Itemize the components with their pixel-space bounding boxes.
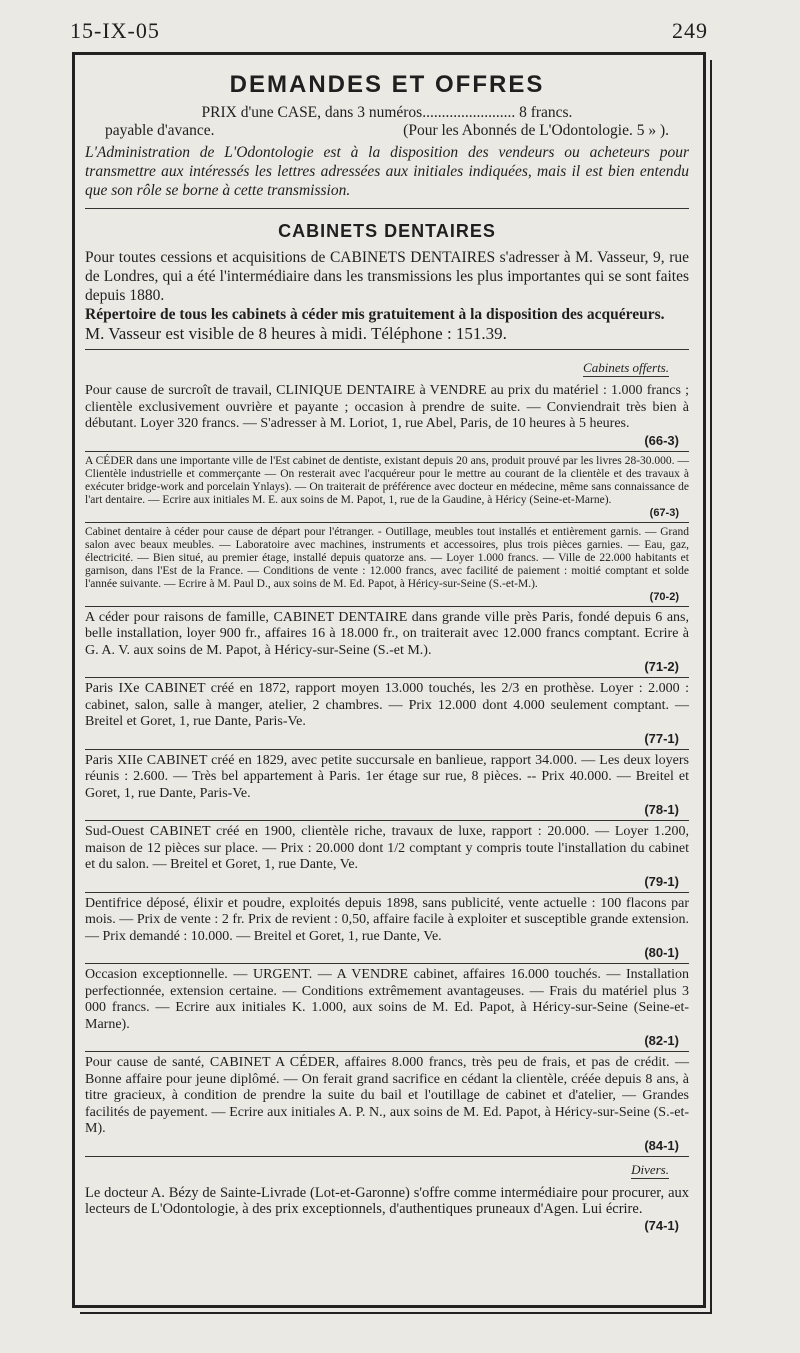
subscriber-price: (Pour les Abonnés de L'Odontologie. 5 » ). bbox=[403, 122, 669, 139]
divider bbox=[85, 1051, 689, 1052]
ad-item bbox=[85, 967, 689, 1048]
ad-text: Dentifrice déposé, élixir et poudre, exploités depuis 1898, sans publicité, vente actuelle : 100 flacons par mois. — Prix de vente : 2 fr. Prix de revient : 0,50, affaire facile à exploiter et susceptible grande extension. — Prix demandé : 10.000. — Breitel et Goret, 1, rue Dante, Ve. bbox=[85, 895, 689, 944]
ad-text: A CÉDER dans une importante ville de l'Est cabinet de dentiste, existant depuis 20 ans, produit prouvé par les livres 28-30.000. — Clientèle industrielle et commerçante — On resterait avec l'acquéreur pour le mettre au courant de la clientèle et des travaux à exécuter bridge-work and porcelain Ynlays). — On traiterait de préférence avec docteur en médecine, même sans connaissance de l'art dentaire. — Ecrire aux initiales M. E. aux soins de M. Papot, 1, rue de la Gaudine, à Héricy (Seine-et-Marne). bbox=[85, 454, 689, 506]
divider bbox=[85, 1156, 689, 1157]
ad-item bbox=[85, 896, 689, 961]
ad-item bbox=[85, 383, 689, 448]
divider bbox=[85, 963, 689, 964]
divider bbox=[85, 208, 689, 209]
ad-item bbox=[85, 824, 689, 889]
ad-text: Pour cause de surcroît de travail, CLINIQUE DENTAIRE à VENDRE au prix du matériel : 1.000 francs ; clientèle exclusivement ouvrière et payante ; occasion à prendre de suite. — Conviendrait très bien à débutant. Loyer 320 francs. — S'adresser à M. Loriot, 1, rue Abel, Paris, de 10 heures à 5 heures. bbox=[85, 383, 689, 431]
ad-text: Paris IXe CABINET créé en 1872, rapport moyen 13.000 touchés, les 2/3 en prothèse. Loyer : 2.000 : cabinet, salon, salle à manger, atelier, 2 chambres. — Prix 12.000 dont 4.000 seulement comptant. — Breitel et Goret, 1, rue Dante, Paris-Ve. bbox=[85, 681, 689, 729]
ad-text: Occasion exceptionnelle. — URGENT. — A VENDRE cabinet, affaires 16.000 touchés. — Installation perfectionnée, extension certaine. — Conditions extrêmement avantageuses. — Frais du matériel plus 3 000 francs. — Ecrire aux initiales K. 1.000, aux soins de M. Ed. Papot, à Héricy-sur-Seine (Seine-et-Marne). bbox=[85, 967, 689, 1032]
ad-item bbox=[85, 526, 689, 603]
divider bbox=[85, 349, 689, 350]
divers-item bbox=[85, 1185, 689, 1233]
ad-item bbox=[85, 681, 689, 746]
ad-text: Paris XIIe CABINET créé en 1829, avec petite succursale en banlieue, rapport 34.000. — Les deux loyers réunis : 2.600. — Très bel appartement à Paris. 1er étage sur rue, 8 pièces. -- Prix 40.000. — Breitel et Goret, 1, rue Dante, Paris-Ve. bbox=[85, 752, 689, 801]
section-label-divers: Divers. bbox=[631, 1161, 669, 1177]
ad-item bbox=[85, 1055, 689, 1153]
price-line-2 bbox=[85, 122, 689, 140]
ad-ref: (84-1) bbox=[644, 1137, 679, 1153]
divider bbox=[85, 820, 689, 821]
ad-ref: (80-1) bbox=[644, 945, 679, 960]
page-number: 249 bbox=[672, 18, 708, 43]
ad-ref: (82-1) bbox=[644, 1033, 679, 1048]
price-line: PRIX d'une CASE, dans 3 numéros........................ 8 francs. bbox=[201, 104, 573, 121]
ad-ref: (78-1) bbox=[644, 802, 679, 817]
payable-label: payable d'avance. bbox=[105, 122, 215, 139]
ad-ref: (79-1) bbox=[644, 873, 679, 889]
ads-frame bbox=[72, 52, 706, 1308]
admin-note: L'Administration de L'Odontologie est à la disposition des vendeurs ou acheteurs pour transmettre aux intéressés les lettres adressées aux initiales indiquées, mais il est bien entendu que son rôle se borne à cette transmission. bbox=[85, 144, 689, 199]
ad-ref: (71-2) bbox=[644, 659, 679, 674]
ads-content bbox=[85, 63, 689, 1233]
section-label-offers: Cabinets offerts. bbox=[583, 360, 669, 375]
divider bbox=[85, 606, 689, 607]
ad-item bbox=[85, 753, 689, 818]
ad-text: Sud-Ouest CABINET créé en 1900, clientèle riche, travaux de luxe, rapport : 20.000. — Loyer 1.200, maison de 12 pièces sur place. — Prix : 20.000 dont 1/2 comptant y compris toute l'installation du cabinet et du salon. — Breitel et Goret, 1, rue Dante, Ve. bbox=[85, 824, 689, 872]
divider bbox=[85, 749, 689, 750]
cabinets-intro: Pour toutes cessions et acquisitions de CABINETS DENTAIRES s'adresser à M. Vasseur, 9, rue de Londres, qui a été l'intermédiaire dans les transmissions les plus importantes qui se sont faites depuis 1880. bbox=[85, 249, 689, 304]
ad-ref: (66-3) bbox=[644, 432, 679, 448]
ad-item bbox=[85, 610, 689, 675]
divider bbox=[85, 892, 689, 893]
cabinets-heading: CABINETS DENTAIRES bbox=[278, 221, 496, 241]
divider bbox=[85, 677, 689, 678]
cabinets-repertoire: Répertoire de tous les cabinets à céder mis gratuitement à la disposition des acquéreurs. bbox=[85, 306, 665, 323]
ad-text: Pour cause de santé, CABINET A CÉDER, affaires 8.000 francs, très peu de frais, et pas de crédit. — Bonne affaire pour jeune diplômé. — On ferait grand sacrifice en cédant la clientèle, créée depuis 8 ans, à titre gracieux, à condition de prendre la suite du bail et l'outillage de cabinet et d'atelier, — Grandes facilités de payement. — Ecrire aux initiales A. P. N., aux soins de M. Ed. Papot, à Héricy-sur-Seine (S.-et-M). bbox=[85, 1055, 689, 1136]
ad-item bbox=[85, 455, 689, 519]
page-title: DEMANDES ET OFFRES bbox=[229, 71, 545, 98]
ad-ref: (74-1) bbox=[644, 1217, 679, 1233]
divider bbox=[85, 522, 689, 523]
ad-text: A céder pour raisons de famille, CABINET DENTAIRE dans grande ville près Paris, fondé depuis 6 ans, belle installation, loyer 900 fr., affaires 16 à 18.000 fr., on traiterait avec 12.000 francs comptant. Ecrire à G. A. V. aux soins de M. Papot, à Héricy-sur-Seine (S.-et M.). bbox=[85, 609, 689, 658]
cabinets-visit: M. Vasseur est visible de 8 heures à midi. Téléphone : 151.39. bbox=[85, 324, 507, 343]
ad-ref: (77-1) bbox=[644, 730, 679, 746]
page-date: 15-IX-05 bbox=[70, 18, 160, 43]
ad-text: Cabinet dentaire à céder pour cause de départ pour l'étranger. - Outillage, meubles tout installés et entièrement garnis. — Grand salon avec beaux meubles. — Laboratoire avec machines, instruments et accessoires, plus trois pièces garnies. — Eau, gaz, électricité. — Bien situé, au premier étage, installé depuis quatorze ans. — Loyer 1.000 francs. — Ville de 22.000 habitants et garnison, dans l'Est de la France. — Conditions de vente : 12.000 francs, avec facilité de paiement : moitié comptant et solde l'année suivante. — Ecrire à M. Paul D., aux soins de M. Ed. Papot, à Héricy-sur-Seine (S.-et-M.). bbox=[85, 525, 689, 590]
ad-text: Le docteur A. Bézy de Sainte-Livrade (Lot-et-Garonne) s'offre comme intermédiaire pour procurer, aux lecteurs de L'Odontologie, à des prix exceptionnels, d'authentiques pruneaux d'Agen. Lui écrire. bbox=[85, 1184, 689, 1217]
divider bbox=[85, 451, 689, 452]
ad-ref: (70-2) bbox=[649, 590, 679, 603]
ad-ref: (67-3) bbox=[649, 506, 679, 519]
